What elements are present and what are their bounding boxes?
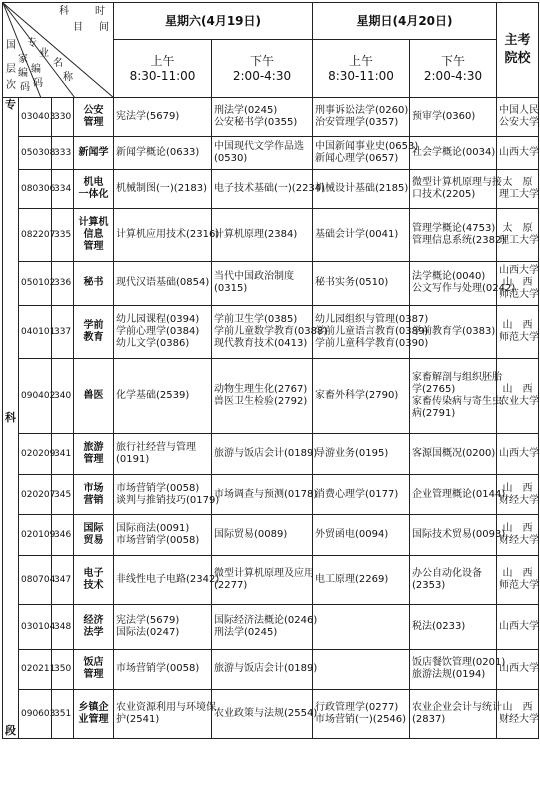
host-university-cell xyxy=(497,604,539,649)
major-number-cell: 347 xyxy=(52,556,74,605)
cell-line: (0191) xyxy=(116,454,150,465)
cell-line: 新闻学概论(0633) xyxy=(116,146,200,158)
cell-line: 计算机原理(2384) xyxy=(214,228,298,240)
national-code-cell: 020211 xyxy=(19,649,52,690)
sun-am-cell xyxy=(313,208,410,261)
cell-line: (2837) xyxy=(412,714,446,726)
sun-am-cell xyxy=(313,649,410,690)
cell-line: 理工大学 xyxy=(499,234,539,246)
cell-line: 市场营销(一)(2546) xyxy=(315,714,407,726)
cell-line: 山 西 xyxy=(502,277,533,289)
cell-line: 家畜外科学(2790) xyxy=(315,390,399,402)
sat-am-cell xyxy=(114,306,212,359)
cell-line: 家畜传染病与寄生虫 xyxy=(412,396,502,408)
cell-line: 客源国概况(0200) xyxy=(412,448,496,459)
major-number-cell: 340 xyxy=(52,359,74,434)
sun-am-cell xyxy=(313,170,410,209)
cell-line: 管理 xyxy=(83,240,104,252)
major-name-cell xyxy=(74,261,114,306)
major-name-cell xyxy=(74,556,114,605)
major-number-cell: 348 xyxy=(52,604,74,649)
cell-line: 山西大学 xyxy=(499,146,539,158)
sun-am-cell xyxy=(313,359,410,434)
corner-label: 层 xyxy=(6,64,16,75)
sat-am-cell xyxy=(114,474,220,515)
cell-line: 幼儿文学(0386) xyxy=(116,338,190,350)
cell-line: 学前儿童科学教育(0390) xyxy=(315,338,429,350)
cell-line: 兽医 xyxy=(83,390,104,402)
sat-pm-cell xyxy=(212,434,318,475)
level-char: 科 xyxy=(5,411,16,424)
cell-line: 学前教育学(0383) xyxy=(412,326,496,338)
exam-schedule-table xyxy=(2,2,539,739)
sun-am-cell xyxy=(313,261,410,306)
sat-am-cell xyxy=(114,170,212,209)
host-university-cell xyxy=(497,98,539,137)
national-code-cell: 090402 xyxy=(19,359,52,434)
sat-pm-cell xyxy=(212,136,313,170)
cell-line: 山 西 xyxy=(502,702,533,714)
cell-line: 动物生理生化(2767) xyxy=(214,384,308,396)
cell-line: 计算机 xyxy=(78,216,109,228)
cell-line: 电子 xyxy=(83,567,104,579)
cell-line: 微型计算机原理与接 xyxy=(412,176,502,188)
level-label xyxy=(5,98,16,738)
cell-line: 新闻学 xyxy=(78,146,109,158)
major-name-cell xyxy=(74,690,114,739)
sun-am-cell xyxy=(313,98,410,137)
major-name-cell xyxy=(74,604,114,649)
sun-pm-cell xyxy=(410,434,497,475)
cell-line: 山西大学 xyxy=(499,663,539,675)
cell-line: 学前儿童数学教育(0388) xyxy=(214,326,328,338)
cell-line: 学前卫生学(0385) xyxy=(214,314,298,326)
major-name-cell xyxy=(74,515,114,556)
cell-line: 计算机应用技术(2316) xyxy=(116,228,220,240)
cell-line: 师范大学 xyxy=(499,289,539,301)
major-number-cell: 333 xyxy=(52,136,74,170)
sat-pm-cell xyxy=(212,170,326,209)
cell-line: 山 西 xyxy=(502,320,533,332)
cell-line: 外贸函电(0094) xyxy=(315,529,389,541)
sun-pm-cell xyxy=(410,98,497,137)
corner-label: 专 xyxy=(27,38,37,49)
cell-line: 管理 xyxy=(83,116,104,128)
cell-line: 市场营销学(0058) xyxy=(116,482,200,494)
host-university-cell xyxy=(497,136,539,170)
corner-label: 业 xyxy=(39,48,49,59)
sat-pm-cell xyxy=(212,515,313,556)
table-row xyxy=(3,208,539,261)
cell-line: 市场营销学(0058) xyxy=(116,535,200,547)
cell-line: 当代中国政治制度 xyxy=(214,271,294,283)
cell-line: 市场 xyxy=(83,482,104,494)
cell-line: 国际法(0247) xyxy=(116,626,180,638)
sun-pm-cell xyxy=(410,474,506,515)
cell-line: 幼儿园课程(0394) xyxy=(116,314,200,326)
sun-pm-cell xyxy=(410,208,506,261)
sun-am-time: 8:30-11:00 xyxy=(328,68,394,83)
cell-line: 企业管理概论(0144) xyxy=(412,488,506,500)
national-code-cell: 020207 xyxy=(19,474,52,515)
host-university-header xyxy=(497,3,539,98)
cell-line: 旅游 xyxy=(83,442,104,453)
major-number-cell: 330 xyxy=(52,98,74,137)
cell-line: 现代汉语基础(0854) xyxy=(116,277,210,289)
corner-label: 国 xyxy=(6,40,16,51)
level-char: 专 xyxy=(5,98,16,111)
cell-line: 国际经济法概论(0246) xyxy=(214,614,318,626)
cell-line: 国际 xyxy=(83,523,104,535)
cell-line: 办公自动化设备 xyxy=(412,567,482,579)
major-number-cell: 345 xyxy=(52,474,74,515)
cell-line: 电工原理(2269) xyxy=(315,573,389,585)
cell-line: 秘书实务(0510) xyxy=(315,277,389,289)
major-name-cell xyxy=(74,98,114,137)
cell-line: 宪法学(5679) xyxy=(116,614,180,626)
cell-line: 技术 xyxy=(83,579,104,591)
cell-line: 市场调查与预测(0178) xyxy=(214,488,318,500)
national-code-cell: 080704 xyxy=(19,556,52,605)
cell-line: 财经大学 xyxy=(499,494,539,506)
corner-label: 编 xyxy=(18,68,28,79)
table-row xyxy=(3,604,539,649)
sat-am-time: 8:30-11:00 xyxy=(129,68,196,83)
cell-line: 山 西 xyxy=(502,384,533,396)
cell-line: 家畜解剖与组织胚胎 xyxy=(412,372,502,384)
cell-line: 机械制图(一)(2183) xyxy=(116,182,208,194)
sat-pm-cell xyxy=(212,98,313,137)
cell-line: 法学 xyxy=(83,626,104,638)
sat-pm-cell xyxy=(212,556,313,605)
cell-line: 学前心理学(0384) xyxy=(116,326,200,338)
cell-line: 国际商法(0091) xyxy=(116,523,190,535)
cell-line: 消费心理学(0177) xyxy=(315,488,399,500)
sun-pm-label: 下午 xyxy=(440,53,465,68)
sun-pm-cell xyxy=(410,136,497,170)
sat-am-label: 上午 xyxy=(150,53,175,68)
cell-line: 化学基础(2539) xyxy=(116,390,190,402)
sun-am-cell xyxy=(313,556,410,605)
table-row xyxy=(3,98,539,137)
table-row xyxy=(3,474,539,515)
table-row xyxy=(3,556,539,605)
host-university-cell xyxy=(497,359,539,434)
cell-line: 公文写作与处理(0242) xyxy=(412,283,516,295)
table-row xyxy=(3,261,539,306)
national-code-cell: 020209 xyxy=(19,434,52,475)
sun-am-cell xyxy=(313,515,410,556)
cell-line: 山西大学 xyxy=(499,265,539,277)
cell-line: 饭店 xyxy=(83,657,104,669)
sun-pm-header xyxy=(410,40,497,98)
cell-line: 行政管理学(0277) xyxy=(315,702,399,714)
sat-am-cell xyxy=(114,136,212,170)
sat-pm-cell xyxy=(212,474,318,515)
host-university-cell xyxy=(497,170,539,209)
cell-line: 财经大学 xyxy=(499,535,539,547)
cell-line: 护(2541) xyxy=(116,714,160,726)
sun-pm-cell xyxy=(410,556,497,605)
cell-line: 病(2791) xyxy=(412,408,456,420)
sun-am-cell xyxy=(313,434,410,475)
cell-line: 旅游与饭店会计(0189) xyxy=(214,448,318,459)
sun-pm-cell xyxy=(410,604,497,649)
cell-line: 财经大学 xyxy=(499,714,539,726)
sat-pm-label: 下午 xyxy=(249,53,274,68)
table-row xyxy=(3,170,539,209)
cell-line: 中国现代文学作品选 xyxy=(214,140,304,152)
table-row xyxy=(3,515,539,556)
sat-am-cell xyxy=(114,434,212,475)
cell-line: 山 西 xyxy=(502,567,533,579)
cell-line: 山西大学 xyxy=(499,448,539,459)
host-university-cell xyxy=(497,690,539,739)
cell-line: 机电 xyxy=(83,176,104,188)
cell-line: 学(2765) xyxy=(412,384,456,396)
sun-am-label: 上午 xyxy=(348,53,373,68)
major-number-cell: 346 xyxy=(52,515,74,556)
cell-line: 经济 xyxy=(83,614,104,626)
cell-line: 管理学概论(4753) xyxy=(412,222,496,234)
cell-line: 电子技术基础(一)(2234) xyxy=(214,182,326,194)
corner-label: 码 xyxy=(20,82,30,93)
cell-line: 市场营销学(0058) xyxy=(116,663,200,675)
sat-am-cell xyxy=(114,261,212,306)
major-number-cell: 337 xyxy=(52,306,74,359)
sun-am-cell xyxy=(313,474,410,515)
cell-line: 管理 xyxy=(83,669,104,681)
cell-line: 管理信息系统(2382) xyxy=(412,234,506,246)
cell-line: 公安秘书学(0355) xyxy=(214,116,298,128)
cell-line: 理工大学 xyxy=(499,188,539,200)
header-corner xyxy=(3,3,114,98)
cell-line: (2353) xyxy=(412,579,446,591)
national-code-cell: 050102 xyxy=(19,261,52,306)
major-number-cell: 341 xyxy=(52,434,74,475)
sun-pm-cell xyxy=(410,261,516,306)
corner-label: 编 xyxy=(31,64,41,75)
cell-line: 社会学概论(0034) xyxy=(412,146,496,158)
cell-line: (0530) xyxy=(214,152,248,164)
sun-am-cell xyxy=(313,306,429,359)
cell-line: 税法(0233) xyxy=(412,620,466,632)
cell-line: 微型计算机原理及应用 xyxy=(214,567,314,579)
sun-am-cell xyxy=(313,690,410,739)
corner-label: 科 xyxy=(59,6,69,17)
major-name-cell xyxy=(74,649,114,690)
host-university-cell xyxy=(497,306,539,359)
major-number-cell: 351 xyxy=(52,690,74,739)
cell-line: 基础会计学(0041) xyxy=(315,228,399,240)
cell-line: 饭店餐饮管理(0201) xyxy=(412,657,506,669)
corner-label: 时 xyxy=(95,6,105,17)
cell-line: 秘书 xyxy=(83,277,104,289)
sat-am-cell xyxy=(114,649,212,690)
major-name-cell xyxy=(74,170,114,209)
cell-line: 太 原 xyxy=(502,222,533,234)
cell-line: 中国人民 xyxy=(499,104,539,116)
cell-line: 口技术(2205) xyxy=(412,188,476,200)
host-university-cell xyxy=(497,261,539,306)
corner-label: 次 xyxy=(6,80,16,91)
host-university-label: 主考院校 xyxy=(504,33,531,66)
national-code-cell: 030403 xyxy=(19,98,52,137)
host-university-cell xyxy=(497,515,539,556)
sun-pm-cell xyxy=(410,515,506,556)
cell-line: 公安大学 xyxy=(499,116,539,128)
cell-line: 教育 xyxy=(83,332,104,344)
sun-pm-cell xyxy=(410,170,502,209)
national-code-cell: 090603 xyxy=(19,690,52,739)
cell-line: 国际贸易(0089) xyxy=(214,529,288,541)
cell-line: 中国新闻事业史(0653) xyxy=(315,140,419,152)
sat-am-cell xyxy=(114,690,216,739)
cell-line: 农业资源利用与环境保 xyxy=(116,702,216,714)
sat-am-cell xyxy=(114,556,220,605)
sat-pm-cell xyxy=(212,690,318,739)
sat-pm-time: 2:00-4:30 xyxy=(232,68,292,83)
cell-line: (2277) xyxy=(214,579,248,591)
cell-line: 导游业务(0195) xyxy=(315,448,389,459)
host-university-cell xyxy=(497,208,539,261)
cell-line: 山 西 xyxy=(502,482,533,494)
cell-line: 刑法学(0245) xyxy=(214,104,278,116)
cell-line: 农业政策与法规(2554) xyxy=(214,708,318,720)
sat-am-cell xyxy=(114,359,212,434)
major-name-cell xyxy=(74,474,114,515)
sun-pm-cell xyxy=(410,649,506,690)
table-row xyxy=(3,434,539,475)
sun-pm-time: 2:00-4:30 xyxy=(423,68,483,83)
sun-pm-cell xyxy=(410,690,502,739)
sat-pm-cell xyxy=(212,208,313,261)
corner-label: 码 xyxy=(33,78,43,89)
cell-line: 谈判与推销技巧(0179) xyxy=(116,494,220,506)
table-row xyxy=(3,690,539,739)
major-name-cell xyxy=(74,208,114,261)
corner-label: 目 xyxy=(73,22,83,33)
sat-pm-cell xyxy=(212,359,313,434)
sun-am-cell xyxy=(313,604,410,649)
sun-am-header xyxy=(313,40,410,98)
sat-pm-cell xyxy=(212,261,313,306)
sat-pm-cell xyxy=(212,604,318,649)
sat-am-header xyxy=(114,40,212,98)
national-code-cell: 050308 xyxy=(19,136,52,170)
cell-line: 旅行社经营与管理 xyxy=(116,442,196,453)
cell-line: 旅游法规(0194) xyxy=(412,669,486,681)
cell-line: 乡镇企 xyxy=(78,702,109,714)
host-university-cell xyxy=(497,474,539,515)
cell-line: 机械设计基础(2185) xyxy=(315,182,409,194)
cell-line: 一体化 xyxy=(78,188,109,200)
host-university-cell xyxy=(497,556,539,605)
national-code-cell: 020109 xyxy=(19,515,52,556)
cell-line: 旅游与饭店会计(0189) xyxy=(214,663,318,675)
cell-line: 兽医卫生检验(2792) xyxy=(214,396,308,408)
cell-line: 现代教育技术(0413) xyxy=(214,338,308,350)
cell-line: 新闻心理学(0657) xyxy=(315,152,399,164)
major-number-cell: 336 xyxy=(52,261,74,306)
corner-label: 称 xyxy=(63,72,73,83)
sat-pm-header xyxy=(212,40,313,98)
national-code-cell: 040101 xyxy=(19,306,52,359)
sat-am-cell xyxy=(114,208,220,261)
cell-line: 非线性电子电路(2342) xyxy=(116,573,220,585)
sat-am-cell xyxy=(114,515,212,556)
major-number-cell: 350 xyxy=(52,649,74,690)
table-row xyxy=(3,136,539,170)
cell-line: 幼儿园组织与管理(0387) xyxy=(315,314,429,326)
sun-am-cell xyxy=(313,136,419,170)
cell-line: 山西大学 xyxy=(499,620,539,632)
cell-line: 太 原 xyxy=(502,176,533,188)
sat-pm-cell xyxy=(212,649,318,690)
cell-line: 管理 xyxy=(83,454,104,465)
cell-line: 师范大学 xyxy=(499,332,539,344)
cell-line: 山 西 xyxy=(502,523,533,535)
cell-line: 国际技术贸易(0093) xyxy=(412,529,506,541)
host-university-cell xyxy=(497,649,539,690)
major-number-cell: 334 xyxy=(52,170,74,209)
national-code-cell: 082207 xyxy=(19,208,52,261)
major-name-cell xyxy=(74,306,114,359)
cell-line: 农业大学 xyxy=(499,396,539,408)
exam-schedule-sheet xyxy=(2,2,538,797)
cell-line: 信息 xyxy=(83,228,104,240)
sat-am-cell xyxy=(114,98,212,137)
cell-line: 营销 xyxy=(83,494,104,506)
cell-line: 业管理 xyxy=(78,714,109,726)
corner-label: 间 xyxy=(99,22,109,33)
cell-line: 学前 xyxy=(83,320,104,332)
corner-label: 名 xyxy=(53,58,63,69)
cell-line: (0315) xyxy=(214,283,248,295)
major-number-cell: 335 xyxy=(52,208,74,261)
cell-line: 贸易 xyxy=(83,535,104,547)
cell-line: 宪法学(5679) xyxy=(116,110,180,122)
cell-line: 师范大学 xyxy=(499,579,539,591)
cell-line: 学前儿童语言教育(0389) xyxy=(315,326,429,338)
cell-line: 预审学(0360) xyxy=(412,110,476,122)
national-code-cell: 080306 xyxy=(19,170,52,209)
corner-label: 家 xyxy=(18,54,28,65)
cell-line: 治安管理学(0357) xyxy=(315,116,399,128)
host-university-cell xyxy=(497,434,539,475)
cell-line: 刑事诉讼法学(0260) xyxy=(315,104,409,116)
table-row xyxy=(3,649,539,690)
cell-line: 农业企业会计与统计 xyxy=(412,702,502,714)
sun-pm-cell xyxy=(410,359,502,434)
cell-line: 公安 xyxy=(83,104,104,116)
table-row xyxy=(3,359,539,434)
sunday-header: 星期日(4月20日) xyxy=(313,3,497,40)
sat-am-cell xyxy=(114,604,212,649)
table-row xyxy=(3,306,539,359)
major-name-cell xyxy=(74,136,114,170)
saturday-header: 星期六(4月19日) xyxy=(114,3,313,40)
level-cell xyxy=(3,98,19,739)
level-char: 段 xyxy=(5,724,16,737)
cell-line: 刑法学(0245) xyxy=(214,626,278,638)
major-name-cell xyxy=(74,359,114,434)
major-name-cell xyxy=(74,434,114,475)
cell-line: 法学概论(0040) xyxy=(412,271,486,283)
national-code-cell: 030104 xyxy=(19,604,52,649)
sat-pm-cell xyxy=(212,306,328,359)
